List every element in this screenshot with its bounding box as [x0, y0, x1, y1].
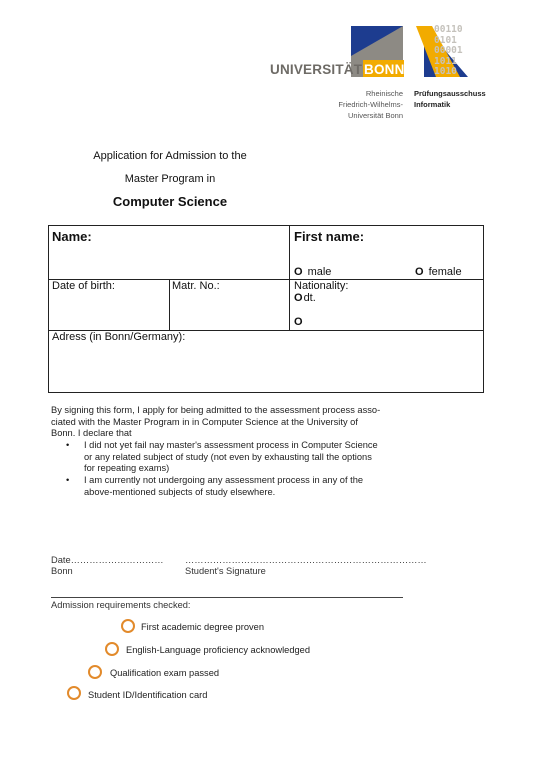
req-qualification-label: Qualification exam passed	[110, 668, 220, 678]
gender-option-female[interactable]	[415, 266, 462, 278]
bullet-line: for repeating exams)	[84, 463, 170, 474]
declaration-bullet-1	[84, 440, 378, 475]
req-english-label: English-Language proficiency acknowledged	[126, 645, 310, 655]
exam-office	[414, 88, 486, 110]
applicant-form-table	[48, 225, 484, 393]
radio-marker: O	[415, 266, 424, 278]
title-line-2: Master Program in	[124, 173, 216, 185]
req-degree-label: First academic degree proven	[141, 622, 264, 632]
declaration-line: By signing this form, I apply for being admitted to the assessment process asso-	[51, 405, 381, 415]
checkbox-circle-english[interactable]	[105, 642, 119, 656]
nationality-dt-label: dt.	[303, 292, 316, 304]
address-label: Adress (in Bonn/Germany):	[52, 331, 186, 343]
matr-label: Matr. No.:	[172, 280, 220, 292]
column-divider	[169, 279, 170, 330]
nationality-label: Nationality:	[294, 280, 349, 292]
bullet-line: I did not yet fail nay master's assessment process in Computer Science	[84, 440, 378, 450]
declaration-line: ciated with the Master Program in in Computer Science at the University of	[51, 416, 358, 427]
column-divider	[289, 226, 290, 330]
nationality-option-dt[interactable]	[294, 292, 316, 304]
bullet-dot: •	[66, 475, 70, 485]
date-field[interactable]: Date…………………………	[51, 555, 164, 565]
bullet-dot: •	[66, 440, 70, 450]
first-name-label: First name:	[294, 229, 365, 244]
logo-wordmark: UNIVERSITÄT	[270, 62, 363, 77]
office-line: Informatik	[414, 100, 451, 109]
title-line-3: Computer Science	[112, 194, 228, 209]
address-line: Rheinische	[365, 89, 403, 98]
dob-label: Date of birth:	[52, 280, 115, 292]
logo-wordmark-bonn: BONN	[364, 62, 405, 77]
name-label: Name:	[52, 229, 92, 244]
declaration-intro	[51, 405, 380, 440]
university-address	[283, 88, 403, 121]
radio-marker: O	[294, 316, 303, 328]
gender-female-label: female	[428, 266, 462, 278]
checkbox-circle-qualification[interactable]	[88, 665, 102, 679]
declaration-bullet-2	[84, 475, 363, 498]
checkbox-circle-degree[interactable]	[121, 619, 135, 633]
checkbox-circle-student-id[interactable]	[67, 686, 81, 700]
req-student-id-label: Student ID/Identification card	[88, 690, 208, 700]
title-line-1: Application for Admission to the	[93, 150, 247, 162]
signature-field[interactable]: ……………………………………………………………………	[185, 555, 427, 565]
bullet-line: I am currently not undergoing any assessment process in any of the	[84, 475, 364, 485]
declaration-line: Bonn. I declare that	[51, 428, 132, 439]
address-line: Friedrich-Wilhelms-	[338, 100, 403, 109]
radio-marker: O	[294, 292, 303, 304]
office-line: Prüfungsausschuss	[414, 89, 486, 98]
bullet-line: or any related subject of study (not even by exhausting tall the options	[84, 451, 372, 462]
date-place: Bonn	[51, 566, 73, 576]
logo-binary-digits: 00110 0101 00001 1011 1010	[434, 24, 463, 77]
section-divider	[51, 597, 403, 598]
admission-heading: Admission requirements checked:	[51, 600, 191, 610]
nationality-option-other[interactable]	[294, 316, 308, 328]
radio-marker: O	[294, 266, 303, 278]
gender-option-male[interactable]	[294, 266, 331, 278]
gender-male-label: male	[307, 266, 332, 278]
address-line: Universität Bonn	[347, 111, 403, 120]
signature-label: Student's Signature	[185, 566, 266, 576]
bullet-line: above-mentioned subjects of study elsewhere.	[84, 486, 276, 497]
